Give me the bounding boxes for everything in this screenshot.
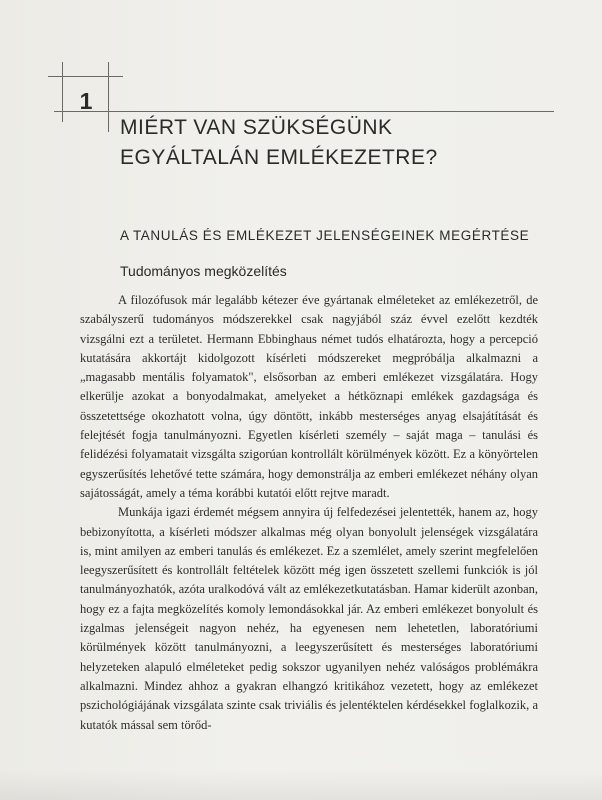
subsection-heading: Tudományos megközelítés: [120, 263, 287, 279]
chapter-rule-top: [48, 76, 123, 77]
chapter-title-line-2: EGYÁLTALÁN EMLÉKEZETRE?: [120, 146, 438, 169]
chapter-title-line-1: MIÉRT VAN SZÜKSÉGÜNK: [120, 116, 393, 139]
chapter-number: 1: [79, 88, 93, 114]
body-text: [80, 291, 538, 735]
paragraph-2: Munkája igazi érdemét mégsem annyira új felfedezései jelentették, hanem az, hogy bebizonyította, a kísérleti módszer alkalmas még olyan bonyolult jelenségek vizsgálatára is, mint amilyen az emberi tanulás és emlékezet. Ez a szemlélet, amely szerint megfelelően leegyszerűsített és kontrollált feltételek között még igen összetett szellemi funkciók is jól tanulmányozhatók, azóta uralkodóvá vált az emlékezetkutatásban. Hamar kiderült azonban, hogy ez a fajta megközelítés komoly lemondásokkal jár. Az emberi emlékezet bonyolult és izgalmas jelenségeit nagyon nehéz, ha egyenesen nem lehetetlen, laboratóriumi körülmények között tanulmányozni, a leegyszerűsített és mesterséges laboratóriumi helyzeteken alapuló elméleteket pedig sokszor ugyanilyen nehéz valóságos problémákra alkalmazni. Mindez ahhoz a gyakran elhangzó kritikához vezetett, hogy az emlékezet pszichológiájának vizsgálata szinte csak triviális és jelentéktelen kérdésekkel foglalkozik, a kutatók mással sem törőd-: [80, 505, 538, 732]
paragraph-1: A filozófusok már legalább kétezer éve gyártanak elméleteket az emlékezetről, de szabályszerű tudományos módszerekkel csak nagyjából száz évvel ezelőtt kezdték vizsgálni ezt a területet. Hermann Ebbinghaus német tudós elhatározta, hogy a percepció kutatására akkortájt kidolgozott kísérleti módszereket megpróbálja alkalmazni a „magasabb mentális folyamatok", elsősorban az emberi emlékezet vizsgálatára. Hogy elkerülje azokat a bonyodalmakat, amelyeket a hétköznapi emlékek gazdagsága és összetettsége okozhatott volna, úgy döntött, inkább mesterséges anyag elsajátítását és felejtését fogja tanulmányozni. Egyetlen kísérleti személy – saját maga – tanulási és felidézési folyamatait vizsgálta szigorúan kontrollált körülmények között. Ez a könyörtelen egyszerűsítés lehetővé tette számára, hogy demonstrálja az emberi emlékezet néhány olyan sajátosságát, amely a téma korábbi kutatói előtt rejtve maradt.: [80, 293, 538, 500]
chapter-rule-left: [62, 62, 63, 122]
section-heading: A TANULÁS ÉS EMLÉKEZET JELENSÉGEINEK MEGÉRTÉSE: [120, 228, 530, 243]
chapter-rule-right: [108, 62, 109, 132]
chapter-title: [120, 113, 540, 173]
page-bottom-shadow: [0, 770, 602, 800]
chapter-rule-bottom: [54, 111, 554, 112]
